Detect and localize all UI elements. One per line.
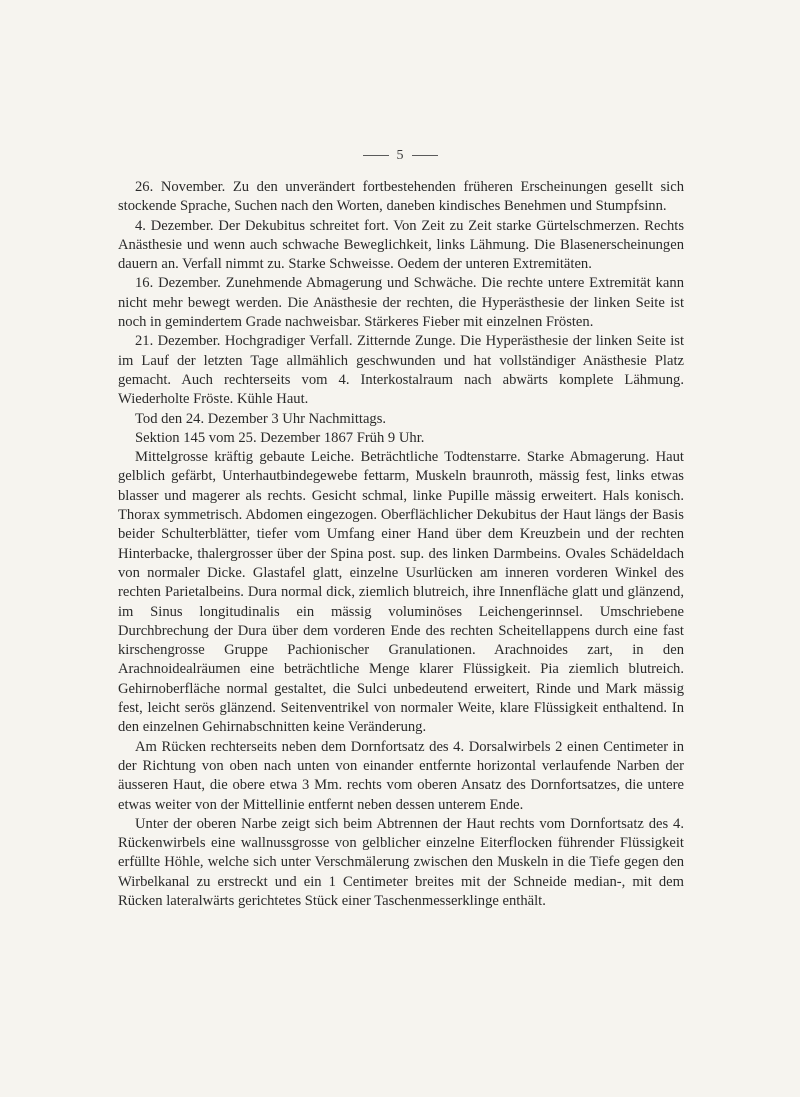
paragraph-dec-4: 4. Dezember. Der Dekubitus schreitet fort. Von Zeit zu Zeit starke Gürtelschmerzen. Rechts Anästhesie und wenn auch schwache Beweglichkeit, links Lähmung. Die Blasenerscheinungen dauern an. Verfall nimmt zu. Starke Schweisse. Oedem der unteren Extremitäten. xyxy=(118,217,684,273)
paragraph-dec-16: 16. Dezember. Zunehmende Abmagerung und Schwäche. Die rechte untere Extremität kann nicht mehr bewegt werden. Die Anästhesie der rechten, die Hyperästhesie der linken Seite ist noch in gemindertem Grade nachweisbar. Stärkeres Fieber mit einzelnen Frösten. xyxy=(118,275,684,331)
paragraph-autopsy: Mittelgrosse kräftig gebaute Leiche. Beträchtliche Todtenstarre. Starke Abmagerung. Haut gelblich gefärbt, Unterhautbindegewebe fettarm, Muskeln braunroth, mässig fest, links etwas blasser und magerer als rechts. Gesicht schmal, linke Pupille mässig erweitert. Hals konisch. Thorax symmetrisch. Abdomen eingezogen. Oberflächlicher Dekubitus der Haut längs der Basis beider Schulterblätter, tiefer vom Umfang einer Hand über dem Kreuzbein und der rechten Hinterbacke, thalergrosser über der Spina post. sup. des linken Darmbeins. Ovales Schädeldach von normaler Dicke. Glastafel glatt, einzelne Usurlücken am inneren vorderen Winkel des rechten Parietalbeins. Dura normal dick, ziemlich blutreich, ihre Innenfläche glatt und glänzend, im Sinus longitudinalis ein mässig voluminöses Leichengerinnsel. Umschriebene Durchbrechung der Dura über dem vorderen Ende des rechten Scheitellappens durch eine fast kirschengrosse Gruppe Pachionischer Granulationen. Arachnoides zart, in den Arachnoidealräumen eine beträchtliche Menge klarer Flüssigkeit. Pia ziemlich blutreich. Gehirnoberfläche normal gestaltet, die Sulci unbedeutend erweitert, Rinde und Mark mässig fest, leicht serös glänzend. Seitenventrikel von normaler Weite, klare Flüssigkeit enthaltend. In den einzelnen Gehirnabschnitten keine Veränderung. xyxy=(118,449,684,736)
header-rule-right xyxy=(412,155,438,156)
body-text xyxy=(118,178,684,911)
paragraph-cavity: Unter der oberen Narbe zeigt sich beim Abtrennen der Haut rechts vom Dornfortsatz des 4. Rückenwirbels eine wallnussgrosse von gelblicher einzelne Eiterflocken führender Flüssigkeit erfüllte Höhle, welche sich unter Verschmälerung zwischen den Muskeln in die Tiefe gegen den Wirbelkanal zu erstreckt und ein 1 Centimeter breites mit der Schneide median-, mit dem Rücken lateralwärts gerichtetes Stück einer Taschenmesserklinge enthält. xyxy=(118,815,684,909)
paragraph-death: Tod den 24. Dezember 3 Uhr Nachmittags. xyxy=(135,410,387,427)
paragraph-dec-21: 21. Dezember. Hochgradiger Verfall. Zitternde Zunge. Die Hyperästhesie der linken Seite ist im Lauf der letzten Tage allmählich geschwunden und hat vollständiger Anästhesie Platz gemacht. Auch rechterseits vom 4. Interkostalraum nach abwärts komplete Lähmung. Wiederholte Fröste. Kühle Haut. xyxy=(118,333,684,408)
paragraph-nov-26: 26. November. Zu den unverändert fortbestehenden früheren Erscheinungen gesellt sich stockende Sprache, Suchen nach den Worten, daneben kindisches Benehmen und Stumpfsinn. xyxy=(118,179,684,215)
page-header xyxy=(0,148,800,164)
header-rule-left xyxy=(363,155,389,156)
paragraph-section: Sektion 145 vom 25. Dezember 1867 Früh 9 Uhr. xyxy=(135,429,425,446)
paragraph-scars: Am Rücken rechterseits neben dem Dornfortsatz des 4. Dorsalwirbels 2 einen Centimeter in der Richtung von oben nach unten von einander entfernte horizontal verlaufende Narben der äusseren Haut, die obere etwa 3 Mm. rechts vom oberen Ansatz des Dornfortsatzes, die untere etwas weiter von der Mittellinie entfernt neben dessen unterem Ende. xyxy=(118,738,684,813)
page-number: 5 xyxy=(396,148,404,163)
